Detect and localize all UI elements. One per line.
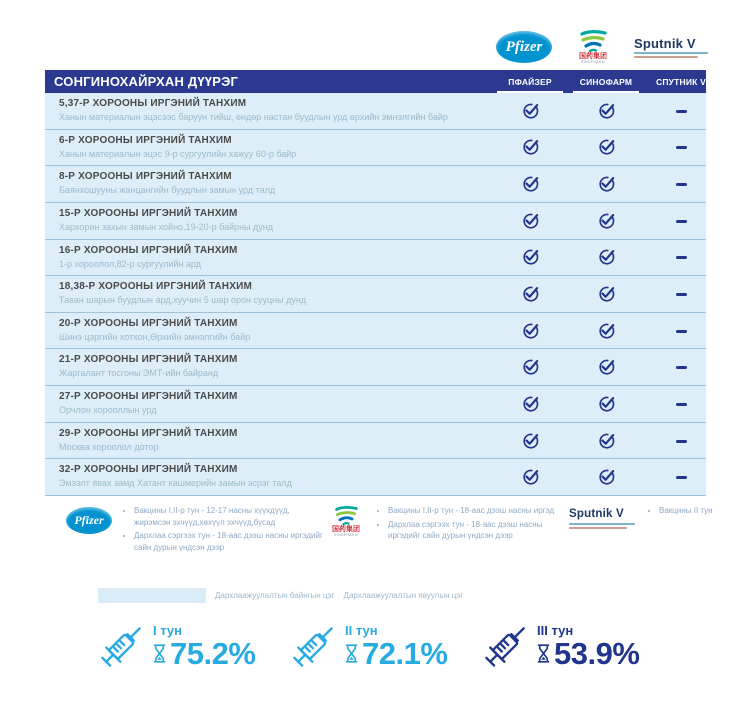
check-icon	[521, 138, 540, 157]
sinopharm-waves-icon	[578, 30, 608, 52]
pfizer-note-list	[120, 505, 324, 555]
sputnik-availability-cell	[646, 109, 716, 113]
dash-icon	[676, 403, 687, 406]
pfizer-availability-cell	[495, 468, 565, 487]
hourglass-icon	[344, 643, 359, 664]
check-icon	[597, 175, 616, 194]
dose-value-row	[344, 636, 448, 671]
location-name: 27-Р ХОРООНЫ ИРГЭНИЙ ТАНХИМ	[59, 391, 238, 403]
sputnik-logo-tagline	[569, 527, 627, 529]
sinopharm-availability-cell	[571, 431, 641, 450]
table-row	[45, 349, 706, 386]
sputnik-availability-cell	[646, 182, 716, 186]
sinopharm-availability-cell	[571, 101, 641, 120]
pfizer-logo-text: Pfizer	[74, 513, 104, 527]
pfizer-availability-cell	[495, 358, 565, 377]
legend-swatch	[98, 588, 206, 603]
dose-label: I тун	[153, 623, 182, 638]
location-name: 29-Р ХОРООНЫ ИРГЭНИЙ ТАНХИМ	[59, 427, 238, 439]
stat-text	[152, 612, 256, 671]
check-icon	[521, 211, 540, 230]
stat-text	[344, 612, 448, 671]
location-address: Жаргалант тосгоны ЭМТ-ийн байранд	[59, 368, 219, 379]
dash-icon	[676, 366, 687, 369]
note-bullet: • Вакцины I,II-р тун - 12-17 насны хүүхдүүд, жирэмсэн эхчүүд,хөхүүл эхчүүд,бусад	[134, 505, 324, 528]
dose-value-row	[152, 636, 256, 671]
sputnik-logo-text: Sputnik V	[634, 35, 696, 51]
sinopharm-waves-icon	[333, 506, 359, 525]
dose-label: II тун	[345, 623, 378, 638]
location-name: 8-Р ХОРООНЫ ИРГЭНИЙ ТАНХИМ	[59, 171, 232, 183]
check-icon	[597, 211, 616, 230]
sputnik-availability-cell	[646, 145, 716, 149]
sputnik-availability-cell	[646, 402, 716, 406]
table-row	[45, 93, 706, 130]
location-address: Таван шарын буудлын ард,хуучин 5 шар орон сууцны дунд	[59, 295, 307, 306]
dose-percentage: 75.2%	[170, 636, 256, 671]
column-header-pfizer: ПФАЙЗЕР	[508, 77, 552, 87]
check-icon	[521, 431, 540, 450]
location-name: 6-Р ХОРООНЫ ИРГЭНИЙ ТАНХИМ	[59, 134, 232, 146]
sinopharm-availability-cell	[571, 175, 641, 194]
location-address: Орчлон хорооллын урд	[59, 405, 157, 416]
dose-label: III тун	[537, 623, 574, 638]
dose-percentage: 53.9%	[554, 636, 640, 671]
dose-stat	[476, 612, 668, 676]
check-icon	[521, 358, 540, 377]
pfizer-availability-cell	[495, 285, 565, 304]
pfizer-availability-cell	[495, 101, 565, 120]
sputnik-availability-cell	[646, 219, 716, 223]
sinopharm-availability-cell	[571, 468, 641, 487]
pfizer-availability-cell	[495, 321, 565, 340]
pfizer-availability-cell	[495, 138, 565, 157]
table-row	[45, 130, 706, 167]
sinopharm-availability-cell	[571, 358, 641, 377]
dash-icon	[676, 330, 687, 333]
sinopharm-note-list	[374, 505, 569, 544]
pfizer-availability-cell	[495, 431, 565, 450]
check-icon	[521, 468, 540, 487]
table-row	[45, 240, 706, 277]
legend-item	[335, 588, 464, 603]
check-icon	[597, 321, 616, 340]
sputnik-logo-tagline	[634, 56, 698, 58]
sputnik-availability-cell	[646, 292, 716, 296]
dose-percentage: 72.1%	[362, 636, 448, 671]
location-address: Баянхошууны жанцангийн буудлын замын урд талд	[59, 185, 276, 196]
pfizer-logo-text: Pfizer	[505, 38, 543, 55]
location-name: 32-Р ХОРООНЫ ИРГЭНИЙ ТАНХИМ	[59, 464, 238, 476]
table-header-bar	[45, 70, 706, 93]
dash-icon	[676, 146, 687, 149]
vaccine-notes	[66, 505, 721, 555]
sputnik-availability-cell	[646, 329, 716, 333]
table-row	[45, 423, 706, 460]
table-row	[45, 276, 706, 313]
location-address: Шинэ цэргийн хотхон,Өрхийн эмнэлгийн байр	[59, 331, 251, 342]
sinopharm-availability-cell	[571, 248, 641, 267]
sputnik-availability-cell	[646, 365, 716, 369]
location-name: 20-Р ХОРООНЫ ИРГЭНИЙ ТАНХИМ	[59, 317, 238, 329]
note-bullet: • Вакцины I,II-р тун - 18-аас дээш насны иргэд	[388, 505, 569, 517]
stat-text	[536, 612, 640, 671]
sinopharm-availability-cell	[571, 211, 641, 230]
syringe-icon	[284, 618, 342, 676]
table-row	[45, 459, 706, 496]
location-name: 15-Р ХОРООНЫ ИРГЭНИЙ ТАНХИМ	[59, 207, 238, 219]
sinopharm-availability-cell	[571, 138, 641, 157]
sinopharm-note	[324, 505, 569, 544]
legend-item	[98, 588, 335, 603]
sputnik-availability-cell	[646, 439, 716, 443]
note-bullet: • Вакцины II тун	[659, 505, 713, 517]
pfizer-logo	[66, 507, 112, 534]
check-icon	[521, 248, 540, 267]
location-table	[45, 93, 706, 496]
sputnik-note-list	[645, 505, 713, 519]
pfizer-availability-cell	[495, 211, 565, 230]
brand-logos	[496, 26, 710, 68]
sputnik-note	[569, 505, 719, 529]
dose-stats	[92, 612, 668, 676]
sinopharm-subtext: SINOPHARM	[581, 59, 605, 64]
location-address: Ханын материалын эцэс 9-р сургуулийн хажуу 60-р байр	[59, 148, 297, 159]
sinopharm-chinese-text: 国药集团	[579, 52, 607, 60]
check-icon	[597, 468, 616, 487]
pfizer-availability-cell	[495, 394, 565, 413]
sputnik-availability-cell	[646, 255, 716, 259]
dash-icon	[676, 256, 687, 259]
check-icon	[521, 394, 540, 413]
check-icon	[597, 358, 616, 377]
sinopharm-availability-cell	[571, 321, 641, 340]
dose-value-row	[536, 636, 640, 671]
check-icon	[597, 431, 616, 450]
sputnik-logo-tagline	[634, 52, 708, 54]
location-name: 18,38-Р ХОРООНЫ ИРГЭНИЙ ТАНХИМ	[59, 281, 253, 293]
note-bullet: • Дархлаа сэргээх тун - 18-аас дээш насны иргэдийг сайн дурын үндсэн дээр	[388, 519, 569, 542]
dash-icon	[676, 220, 687, 223]
table-row	[45, 203, 706, 240]
location-address: Москва хороолол дотор	[59, 441, 159, 452]
dash-icon	[676, 440, 687, 443]
note-bullet: • Дархлаа сэргээх тун - 18-аас дээш насны иргэдийг сайн дурын үндсэн дээр	[134, 530, 324, 553]
sputnik-logo-text: Sputnik V	[569, 508, 624, 520]
dose-stat	[284, 612, 476, 676]
table-row	[45, 166, 706, 203]
hourglass-icon	[152, 643, 167, 664]
check-icon	[597, 138, 616, 157]
sputnik-logo	[634, 37, 710, 58]
table-row	[45, 313, 706, 350]
dash-icon	[676, 183, 687, 186]
pfizer-availability-cell	[495, 175, 565, 194]
dash-icon	[676, 476, 687, 479]
syringe-icon	[92, 618, 150, 676]
sputnik-availability-cell	[646, 475, 716, 479]
location-name: 16-Р ХОРООНЫ ИРГЭНИЙ ТАНХИМ	[59, 244, 238, 256]
legend-label: Дархлаажуулалтын явуулын цэг	[343, 591, 464, 600]
location-address: 1-р хороолол,82-р сургуулийн ард	[59, 258, 201, 269]
pfizer-logo	[496, 31, 552, 63]
check-icon	[521, 101, 540, 120]
check-icon	[597, 248, 616, 267]
check-icon	[521, 175, 540, 194]
dose-stat	[92, 612, 284, 676]
location-address: Хархорин захын замын хойно,19-20-р байрны дунд	[59, 221, 273, 232]
dash-icon	[676, 293, 687, 296]
check-icon	[597, 101, 616, 120]
sinopharm-logo	[571, 30, 615, 65]
hourglass-icon	[536, 643, 551, 664]
sinopharm-logo	[324, 506, 368, 538]
check-icon	[597, 394, 616, 413]
sinopharm-availability-cell	[571, 394, 641, 413]
column-header-sputnik: СПУТНИК V	[656, 77, 706, 87]
location-name: 21-Р ХОРООНЫ ИРГЭНИЙ ТАНХИМ	[59, 354, 238, 366]
check-icon	[521, 285, 540, 304]
legend-label: Дархлаажуулалтын байнгын цэг	[215, 591, 335, 600]
location-address: Ханын материалын эцэсээс баруун тийш, өндөр настан буудлын урд өрхийн эмнэлгийн байр	[59, 112, 448, 122]
district-title: СОНГИНОХАЙРХАН ДҮҮРЭГ	[54, 74, 239, 89]
column-header-sinopharm: СИНОФАРМ	[579, 77, 633, 87]
sputnik-logo-tagline	[569, 523, 635, 525]
table-row	[45, 386, 706, 423]
sinopharm-subtext: SINOPHARM	[334, 533, 358, 537]
pfizer-availability-cell	[495, 248, 565, 267]
location-name: 5,37-Р ХОРООНЫ ИРГЭНИЙ ТАНХИМ	[59, 98, 247, 109]
check-icon	[597, 285, 616, 304]
point-type-legend	[98, 588, 698, 603]
sputnik-logo	[569, 509, 639, 529]
check-icon	[521, 321, 540, 340]
dash-icon	[676, 110, 687, 113]
sinopharm-availability-cell	[571, 285, 641, 304]
sinopharm-chinese-text: 国药集团	[332, 526, 360, 533]
syringe-icon	[476, 618, 534, 676]
location-address: Эмээлт явах замд Хатант кашмерийн замын эсрэг талд	[59, 478, 292, 489]
pfizer-note	[66, 505, 324, 555]
